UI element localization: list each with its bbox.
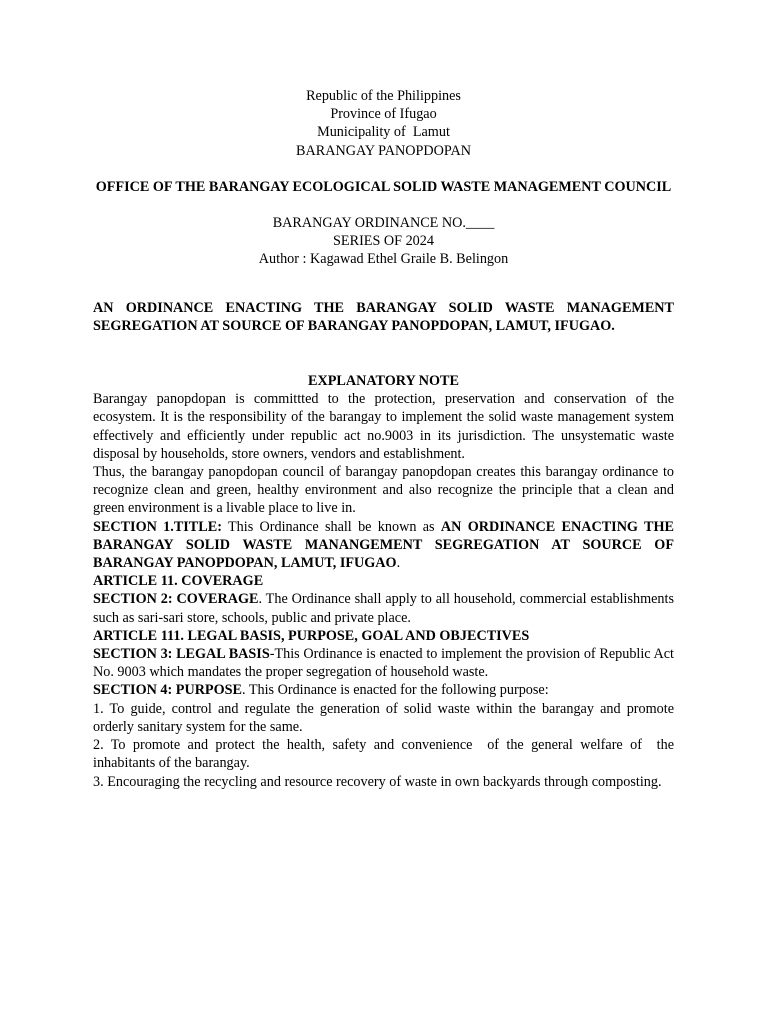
office-title: OFFICE OF THE BARANGAY ECOLOGICAL SOLID WASTE MANAGEMENT COUNCIL [95,178,672,195]
header-province: Province of Ifugao [330,106,437,123]
purpose-item-3: 3. Encouraging the recycling and resource recovery of waste in own backyards through composting. [93,773,662,790]
header-barangay: BARANGAY PANOPDOPAN [296,142,471,159]
header-country: Republic of the Philippines [306,88,461,104]
section-3-legal-basis [93,645,674,681]
ordinance-number: BARANGAY ORDINANCE NO.____ [272,215,495,232]
section-2-label: SECTION 2: COVERAGE [93,591,259,608]
ordinance-info [93,214,674,269]
section-4-text: . This Ordinance is enacted for the following purpose: [242,682,549,699]
section-4-purpose [93,681,674,699]
section-2-text: . The Ordinance shall apply to all household, commercial establishments such as sari-sari store, schools, public and private place. [93,591,674,626]
section-3-text: -This Ordinance is enacted to implement the provision of Republic Act No. 9003 which mandates the proper segregation of household waste. [93,646,674,681]
ordinance-title: AN ORDINANCE ENACTING THE BARANGAY SOLID WASTE MANAGEMENT SEGREGATION AT SOURCE OF BARANGAY PANOPDOPAN, LAMUT, IFUGAO. [93,299,674,334]
purpose-item-1: 1. To guide, control and regulate the generation of solid waste within the barangay and promote orderly sanitary system for the same. [93,700,674,735]
section-3-label: SECTION 3: LEGAL BASIS [93,646,270,663]
section-1-ordinance-name: AN ORDINANCE ENACTING THE BARANGAY SOLID WASTE MANANGEMENT SEGREGATION AT SOURCE OF BARANGAY PANOPDOPAN, LAMUT, IFUGAO [93,518,674,572]
article-2-heading: ARTICLE 11. COVERAGE [93,573,264,590]
ordinance-series: SERIES OF 2024 [333,233,434,250]
explanatory-paragraph-2: Thus, the barangay panopdopan council of barangay panopdopan creates this barangay ordinance to recognize clean and green, healthy environment and also recognize the principle that a clean and green environment is a livable place to live in. [93,464,674,517]
purpose-item-2: 2. To promote and protect the health, safety and convenience of the general welfare of the inhabitants of the barangay. [93,737,678,772]
section-1-label: SECTION 1.TITLE: [93,518,222,535]
article-3-heading: ARTICLE 111. LEGAL BASIS, PURPOSE, GOAL AND OBJECTIVES [93,627,530,644]
section-1-text: This Ordinance shall be known as [221,518,441,535]
header-municipality: Municipality of Lamut [317,124,450,141]
ordinance-author: Author : Kagawad Ethel Graile B. Belingon [258,251,509,268]
document-header [93,87,674,160]
explanatory-note-heading: EXPLANATORY NOTE [308,373,459,390]
document-page [93,87,678,791]
section-2-coverage [93,590,674,626]
explanatory-paragraph-1: Barangay panopdopan is committted to the protection, preservation and conservation of the ecosystem. It is the responsibility of the barangay to implement the solid waste management system effectively and efficiently under republic act no.9003 in its jurisdiction. The unsystematic waste disposal by households, store owners, vendors and establishment. [93,391,674,462]
section-4-label: SECTION 4: PURPOSE [93,682,242,699]
section-1-title [93,518,674,573]
section-1-end: . [396,555,401,572]
